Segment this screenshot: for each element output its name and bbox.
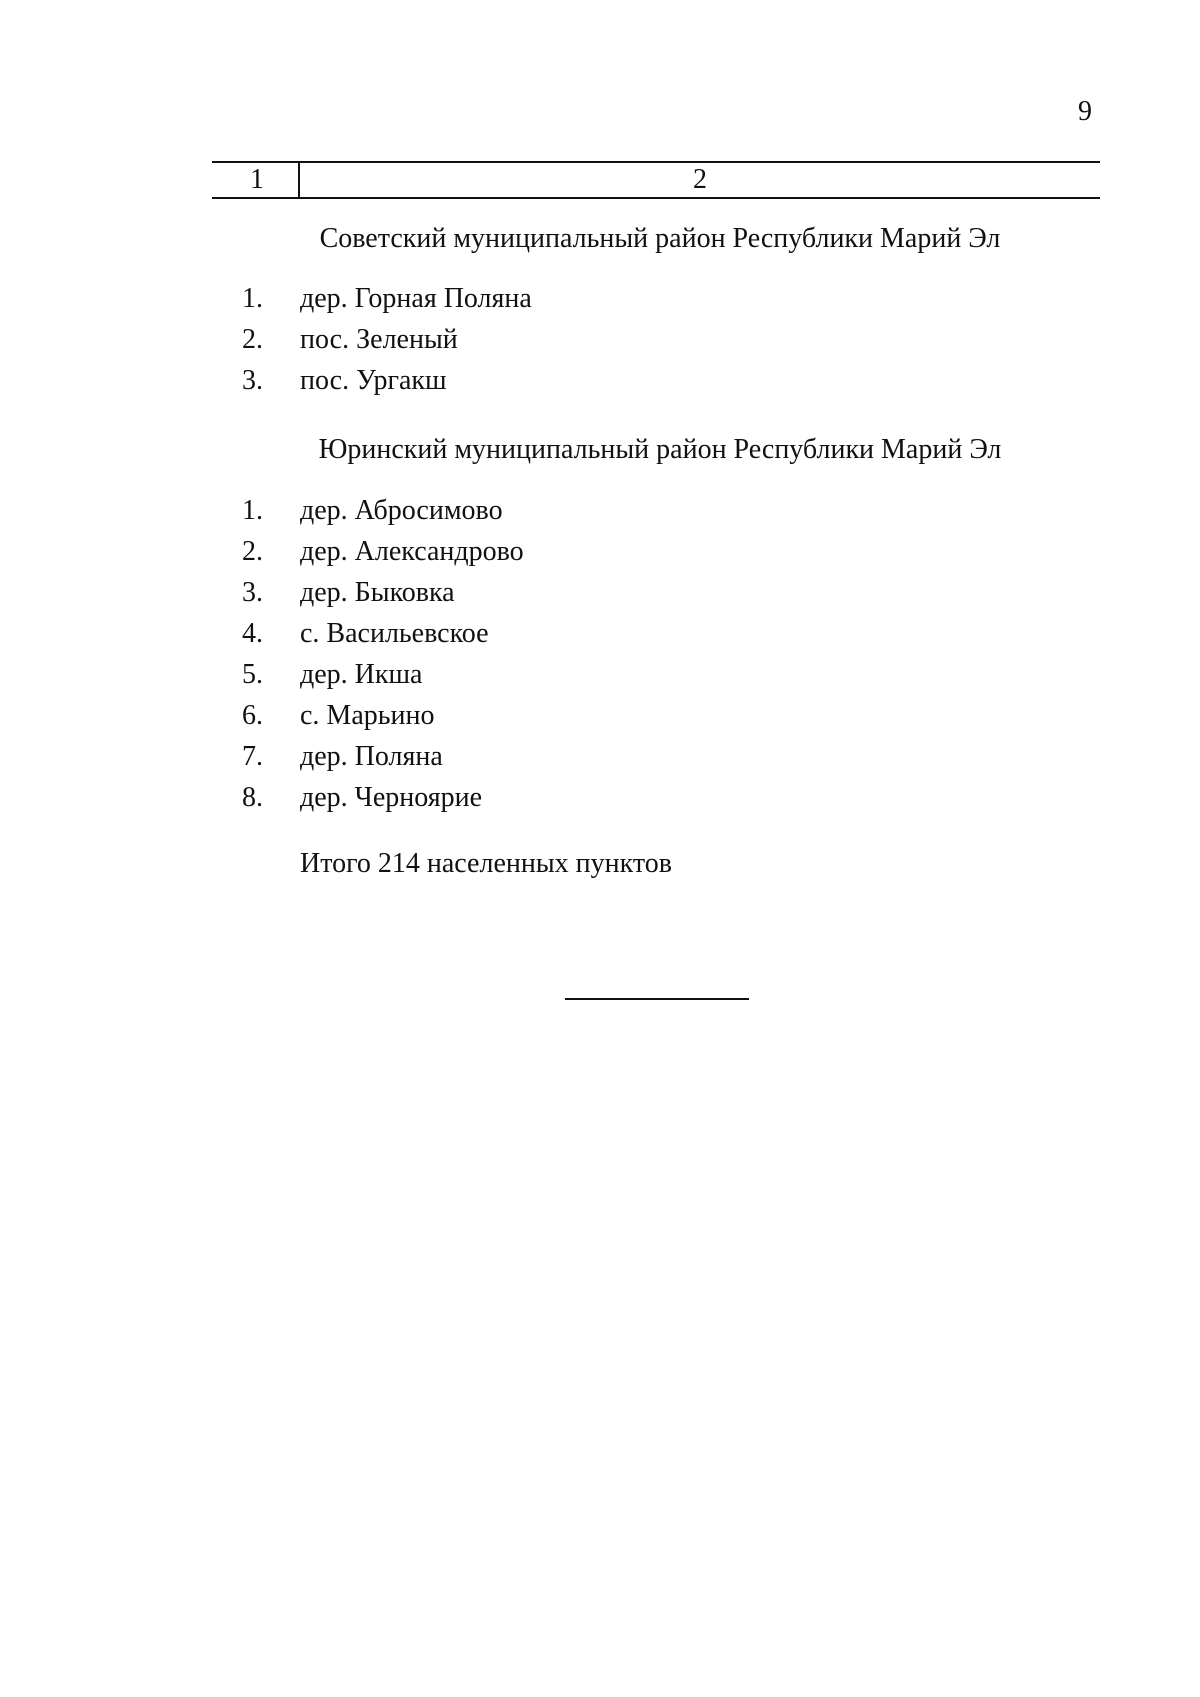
item-number: 1.	[242, 283, 263, 314]
section-title-sovetsky: Советский муниципальный район Республики Марий Эл	[319, 223, 1001, 254]
list-item	[242, 323, 532, 364]
settlement-list-sovetsky	[242, 282, 532, 405]
settlement-name: дер. Быковка	[300, 577, 455, 608]
list-item	[242, 282, 532, 323]
settlement-name: пос. Зеленый	[300, 324, 458, 355]
item-number: 2.	[242, 536, 263, 567]
settlement-name: пос. Ургакш	[300, 365, 447, 396]
list-item	[242, 494, 524, 535]
column-number-2: 2	[693, 164, 707, 195]
list-item	[242, 740, 524, 781]
item-number: 5.	[242, 659, 263, 690]
settlement-name: дер. Александрово	[300, 536, 524, 567]
item-number: 1.	[242, 495, 263, 526]
settlement-name: дер. Икша	[300, 659, 423, 690]
list-item	[242, 699, 524, 740]
settlement-name: дер. Горная Поляна	[300, 283, 532, 314]
settlement-list-yurinsky	[242, 494, 524, 822]
item-number: 3.	[242, 577, 263, 608]
list-item	[242, 576, 524, 617]
end-of-document-rule	[565, 998, 749, 1000]
item-number: 8.	[242, 782, 263, 813]
item-number: 2.	[242, 324, 263, 355]
settlement-name: с. Марьино	[300, 700, 435, 731]
item-number: 4.	[242, 618, 263, 649]
item-number: 7.	[242, 741, 263, 772]
settlement-name: дер. Черноярие	[300, 782, 483, 813]
settlement-name: дер. Поляна	[300, 741, 443, 772]
list-item	[242, 658, 524, 699]
column-number-1: 1	[250, 164, 264, 195]
section-title-yurinsky: Юринский муниципальный район Республики Марий Эл	[318, 434, 1002, 465]
item-number: 3.	[242, 365, 263, 396]
total-count: Итого 214 населенных пунктов	[300, 848, 672, 879]
list-item	[242, 781, 524, 822]
list-item	[242, 364, 532, 405]
settlement-name: с. Васильевское	[300, 618, 489, 649]
list-item	[242, 535, 524, 576]
list-item	[242, 617, 524, 658]
page-number: 9	[1078, 96, 1092, 127]
item-number: 6.	[242, 700, 263, 731]
table-column-header	[212, 161, 1100, 199]
settlement-name: дер. Абросимово	[300, 495, 503, 526]
column-divider	[298, 163, 300, 197]
